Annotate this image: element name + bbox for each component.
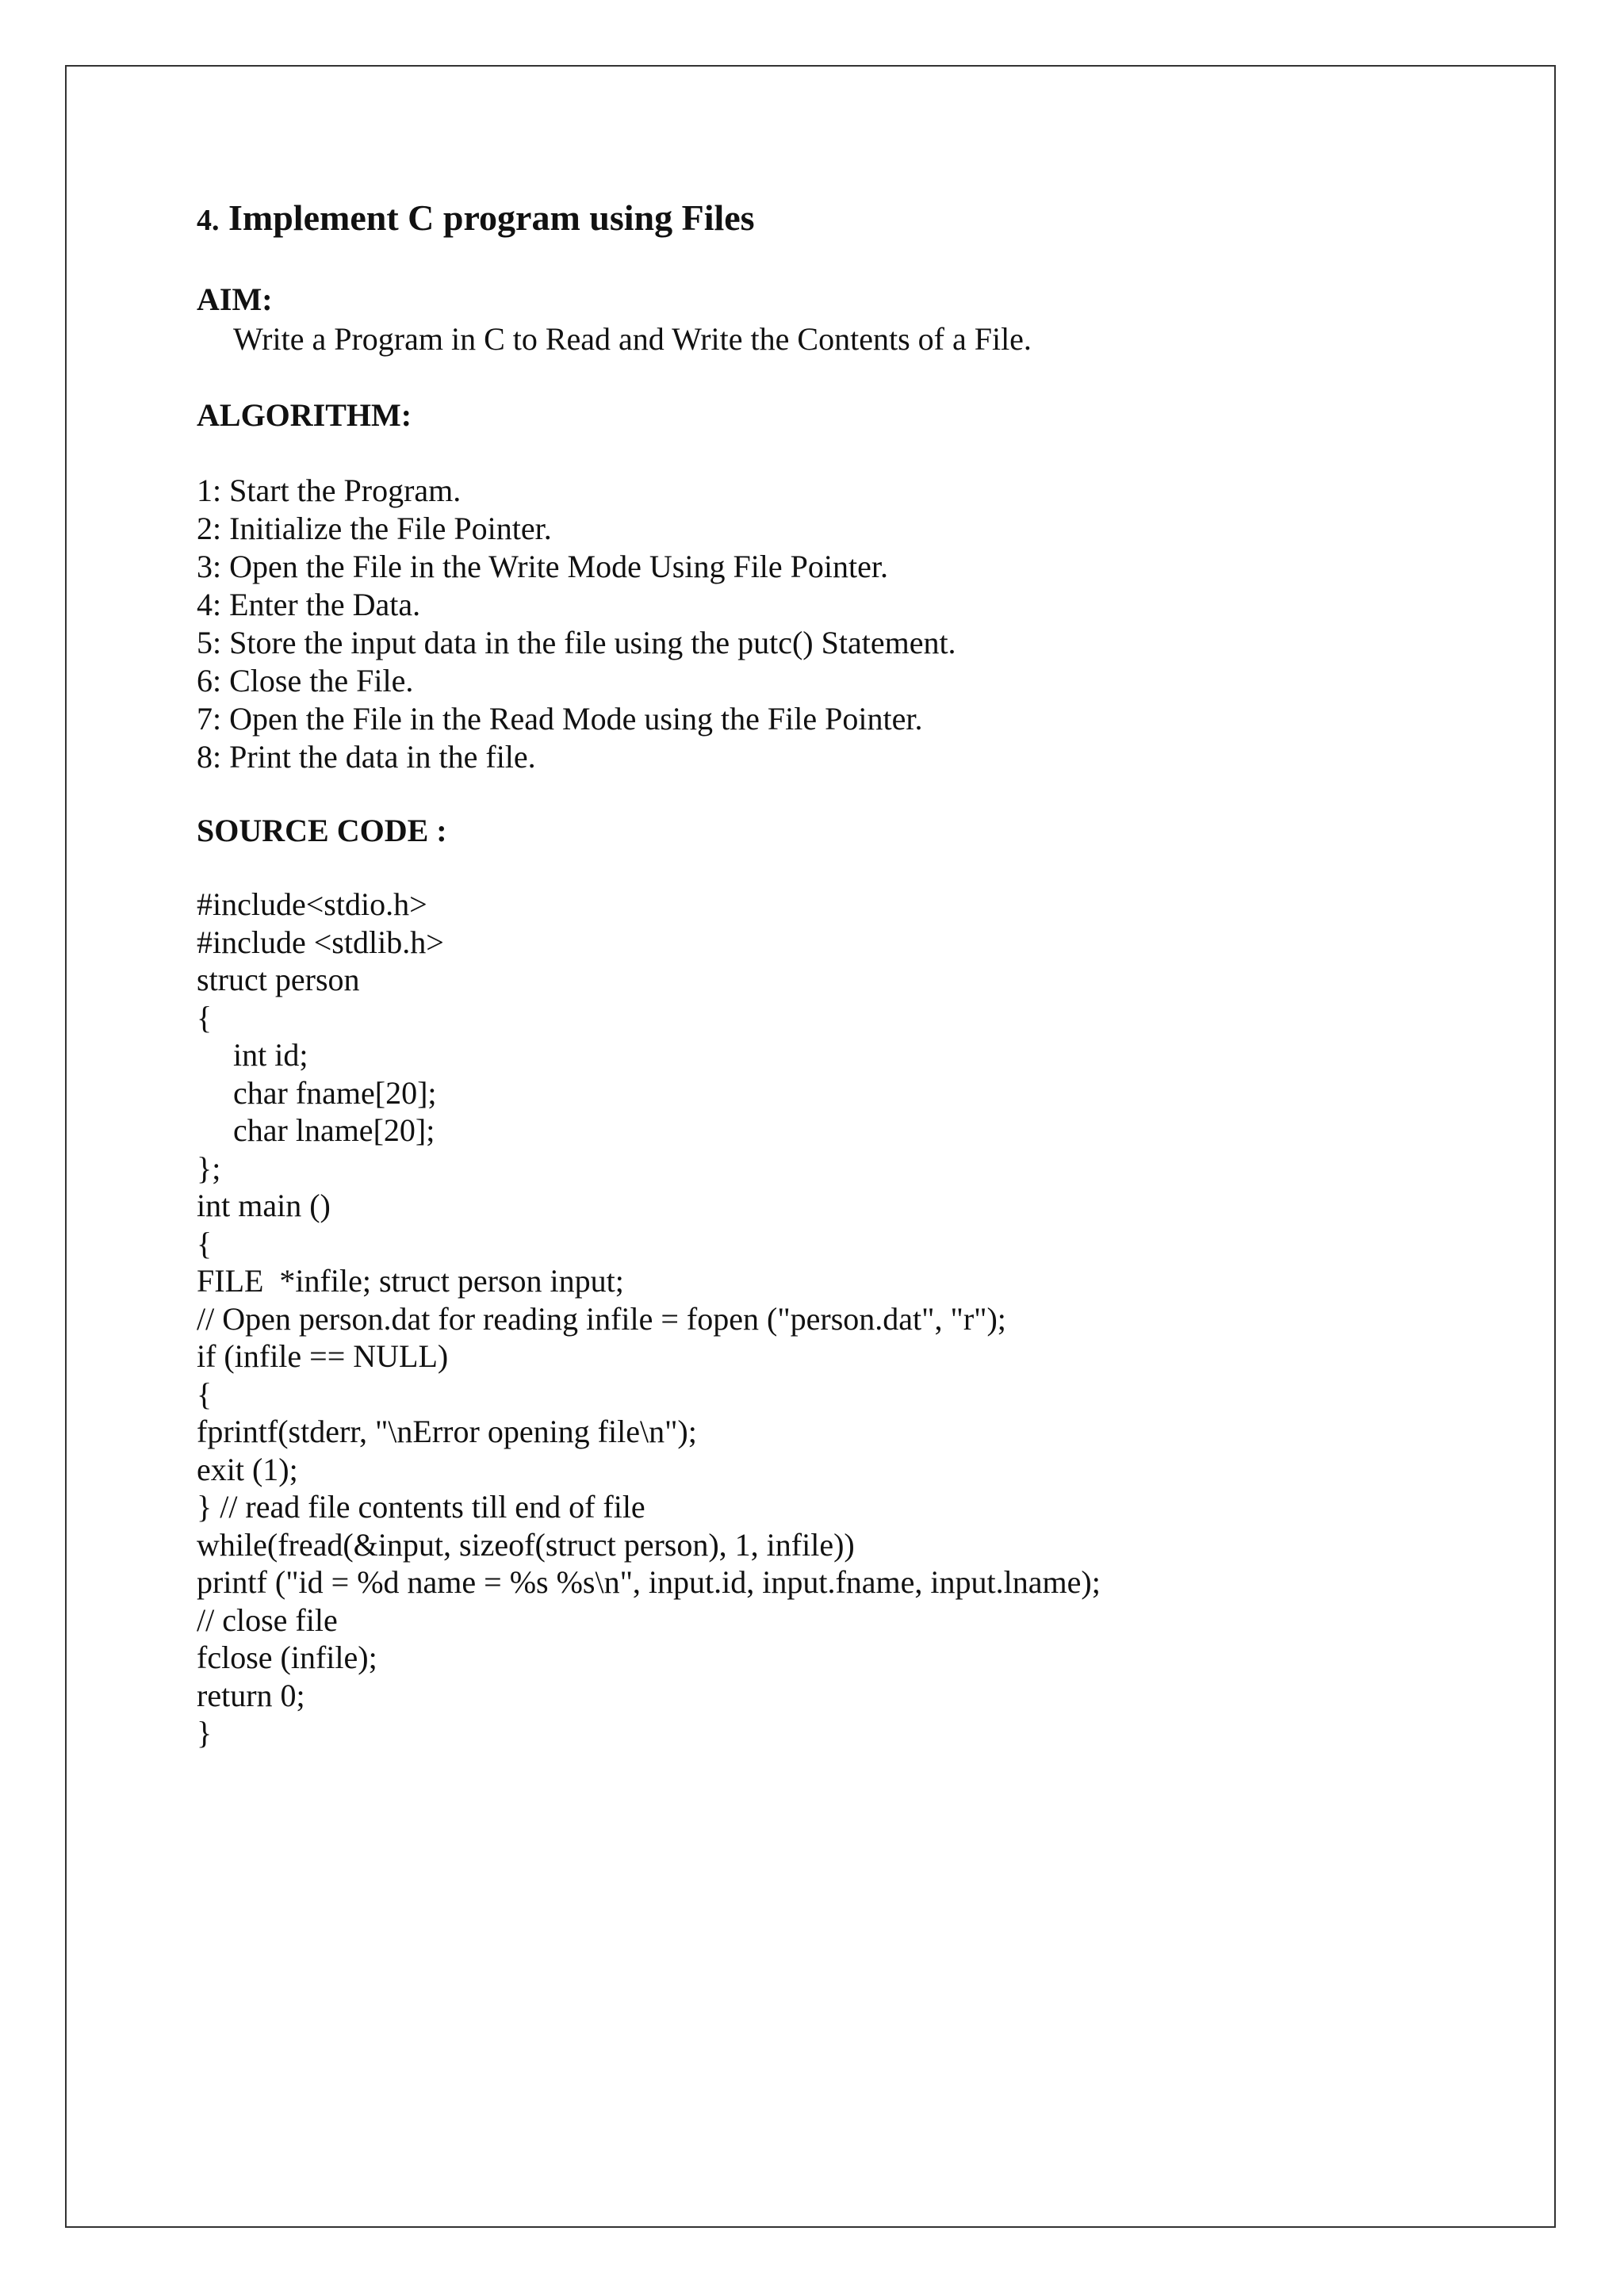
code-line: // Open person.dat for reading infile = fopen ("person.dat", "r"); [197, 1300, 1006, 1337]
code-line: printf ("id = %d name = %s %s\n", input.id, input.fname, input.lname); [197, 1564, 1101, 1600]
algorithm-step: 2: Initialize the File Pointer. [197, 511, 552, 546]
algorithm-step: 7: Open the File in the Read Mode using the File Pointer. [197, 701, 923, 737]
code-line: { [197, 1376, 213, 1412]
source-code-block [197, 886, 1513, 1752]
code-line: { [197, 1225, 213, 1261]
algorithm-step: 4: Enter the Data. [197, 587, 421, 622]
document-body [197, 190, 1513, 1752]
code-line: fprintf(stderr, "\nError opening file\n"); [197, 1414, 697, 1449]
code-line: } // read file contents till end of file [197, 1489, 645, 1525]
code-line: struct person [197, 962, 360, 997]
code-line: while(fread(&input, sizeof(struct person), 1, infile)) [197, 1526, 855, 1563]
code-line: FILE *infile; struct person input; [197, 1263, 624, 1299]
algorithm-steps [197, 472, 1513, 776]
algorithm-heading: ALGORITHM: [197, 397, 412, 433]
code-line: char fname[20]; [233, 1074, 437, 1111]
title-number: 4. [197, 204, 220, 237]
code-line: char lname[20]; [233, 1112, 435, 1148]
aim-heading: AIM: [197, 281, 273, 317]
algorithm-step: 8: Print the data in the file. [197, 739, 536, 775]
algorithm-step: 6: Close the File. [197, 663, 414, 698]
code-line: { [197, 999, 213, 1035]
title-text: Implement C program using Files [228, 197, 755, 238]
code-line: #include <stdlib.h> [197, 924, 444, 960]
code-line: // close file [197, 1601, 338, 1638]
code-line: fclose (infile); [197, 1640, 377, 1675]
algorithm-step: 1: Start the Program. [197, 473, 462, 508]
source-code-heading: SOURCE CODE : [197, 813, 447, 848]
algorithm-step: 5: Store the input data in the file using the putc() Statement. [197, 625, 956, 660]
algorithm-step: 3: Open the File in the Write Mode Using File Pointer. [197, 549, 889, 584]
code-line: }; [197, 1150, 221, 1186]
code-line: } [197, 1715, 213, 1751]
code-line: exit (1); [197, 1451, 298, 1487]
code-line: int id; [233, 1037, 308, 1073]
aim-text: Write a Program in C to Read and Write the Contents of a File. [233, 321, 1032, 357]
code-line: #include<stdio.h> [197, 886, 427, 922]
page-title [197, 190, 1513, 248]
code-line: return 0; [197, 1677, 305, 1713]
code-line: if (infile == NULL) [197, 1338, 449, 1374]
code-line: int main () [197, 1188, 331, 1223]
